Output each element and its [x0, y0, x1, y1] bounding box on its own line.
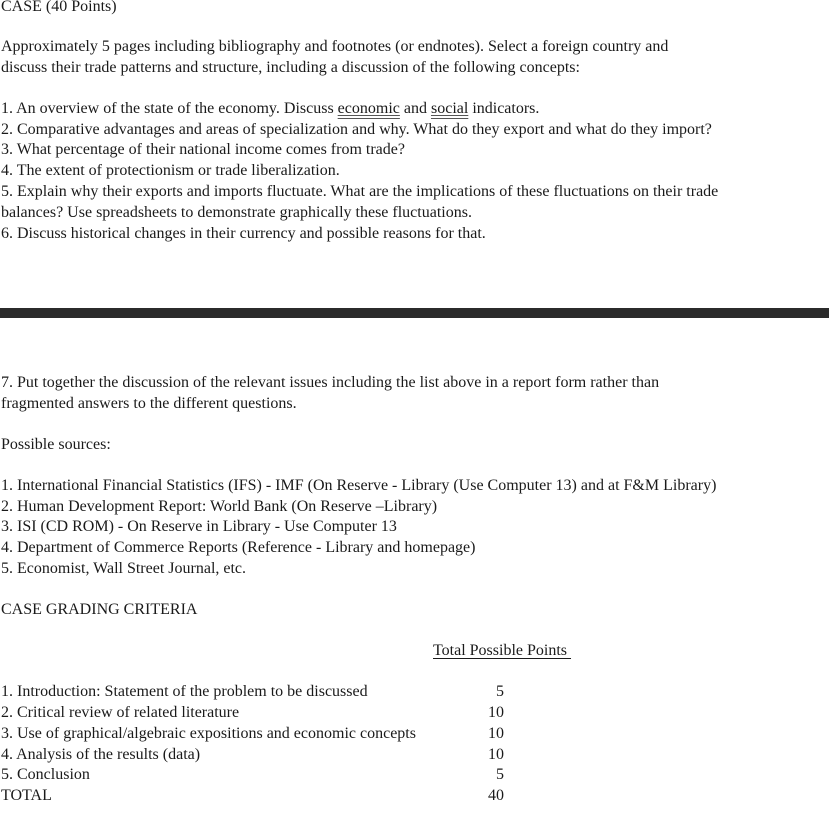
- criterion-points: 5: [496, 766, 504, 783]
- concept-item-5-line-2: balances? Use spreadsheets to demonstrate graphically these fluctuations.: [1, 204, 472, 221]
- concept-item-7-line-2: fragmented answers to the different questions.: [1, 395, 297, 412]
- concept-item-7-line-1: 7. Put together the discussion of the relevant issues including the list above in a report form rather than: [1, 374, 660, 391]
- concept-item-1-suffix: indicators.: [468, 100, 540, 117]
- criterion-points: 5: [496, 683, 504, 700]
- concept-item-4: 4. The extent of protectionism or trade liberalization.: [1, 162, 340, 179]
- criterion-points: 10: [488, 704, 504, 721]
- criterion-label: 2. Critical review of related literature: [1, 704, 240, 721]
- flagged-word-social: social: [430, 100, 469, 117]
- source-item: 3. ISI (CD ROM) - On Reserve in Library - Use Computer 13: [1, 518, 397, 535]
- source-item: 5. Economist, Wall Street Journal, etc.: [1, 560, 247, 577]
- criterion-points: 10: [488, 746, 504, 763]
- concept-item-1: [1, 99, 539, 119]
- points-column-header: Total Possible Points: [433, 642, 572, 659]
- concept-item-1-prefix: 1. An overview of the state of the economy. Discuss: [1, 100, 338, 117]
- concept-item-2: 2. Comparative advantages and areas of specialization and why. What do they export and what do they import?: [1, 121, 712, 138]
- total-label: TOTAL: [1, 787, 52, 804]
- criterion-label: 5. Conclusion: [1, 766, 90, 783]
- source-item: 1. International Financial Statistics (IFS) - IMF (On Reserve - Library (Use Computer 13) and at F&M Library): [1, 477, 717, 494]
- source-item: 2. Human Development Report: World Bank (On Reserve –Library): [1, 498, 438, 515]
- criterion-label: 3. Use of graphical/algebraic expositions and economic concepts: [1, 725, 416, 742]
- concept-item-6: 6. Discuss historical changes in their currency and possible reasons for that.: [1, 225, 486, 242]
- criterion-label: 4. Analysis of the results (data): [1, 746, 201, 763]
- source-item: 4. Department of Commerce Reports (Reference - Library and homepage): [1, 539, 476, 556]
- intro-line-2: discuss their trade patterns and structure, including a discussion of the following concepts:: [1, 59, 580, 76]
- intro-line-1: Approximately 5 pages including bibliography and footnotes (or endnotes). Select a foreign country and: [1, 38, 669, 55]
- criterion-points: 10: [488, 725, 504, 742]
- concept-item-5-line-1: 5. Explain why their exports and imports fluctuate. What are the implications of these fluctuations on their trade: [1, 183, 719, 200]
- sources-heading: Possible sources:: [1, 436, 111, 453]
- page-divider: [0, 308, 829, 318]
- criterion-label: 1. Introduction: Statement of the problem to be discussed: [1, 683, 368, 700]
- case-title: CASE (40 Points): [1, 0, 117, 15]
- concept-item-1-middle: and: [399, 100, 431, 117]
- concept-item-3: 3. What percentage of their national income comes from trade?: [1, 141, 405, 158]
- flagged-word-economic: economic: [337, 100, 400, 117]
- grading-heading: CASE GRADING CRITERIA: [1, 601, 198, 618]
- total-points: 40: [488, 787, 504, 804]
